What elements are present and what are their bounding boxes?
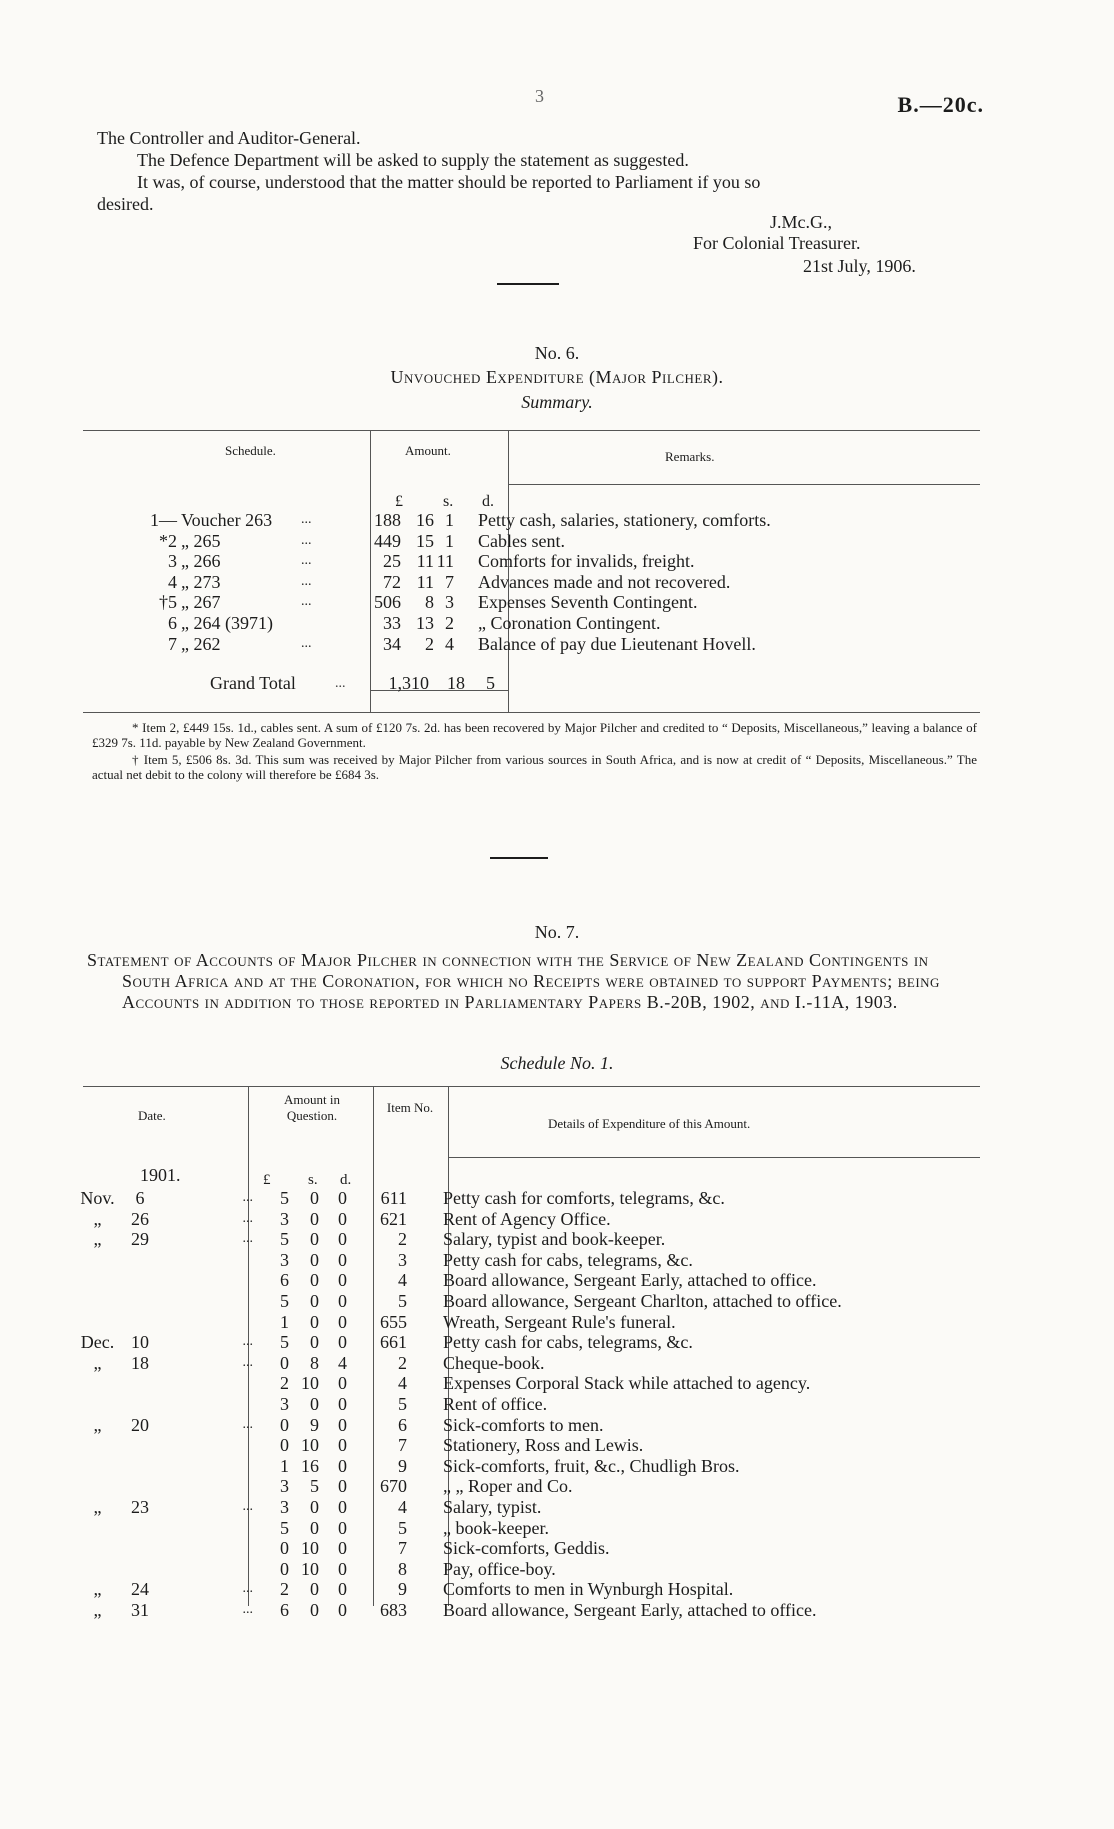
amount-shillings: 9 [310, 1414, 319, 1435]
amount-pence: 7 [445, 571, 454, 592]
leader-dots: ... [301, 532, 312, 548]
amount-pence: 0 [338, 1290, 347, 1311]
leader-dots: ... [301, 635, 312, 651]
expenditure-detail: Cheque-book. [443, 1352, 545, 1373]
table-row [75, 1332, 842, 1353]
amount-pounds: 2 [280, 1373, 289, 1394]
amount-shillings: 0 [310, 1229, 319, 1250]
date-month [75, 1538, 120, 1559]
letter-line-2-cont: desired. [97, 194, 154, 214]
expenditure-detail: Expenses Corporal Stack while attached to agency. [443, 1373, 811, 1394]
amount-pence: 0 [338, 1229, 347, 1250]
date-day [120, 1435, 160, 1456]
schedule-table [75, 1188, 842, 1620]
leader-dots: ... [242, 1334, 253, 1350]
voucher-label: „ 273 [181, 571, 221, 592]
amount-shillings: 0 [310, 1579, 319, 1600]
amount-pence: 0 [338, 1393, 347, 1414]
amount-shillings: 0 [310, 1270, 319, 1291]
amount-shillings: 16 [416, 510, 434, 530]
amount-pounds: 3 [280, 1249, 289, 1270]
amount-pence: 0 [338, 1311, 347, 1332]
expenditure-detail: Sick-comforts, fruit, &c., Chudligh Bros. [443, 1455, 740, 1476]
schedule-number: †5 [159, 592, 177, 613]
unit-pence: d. [340, 1172, 352, 1188]
date-month: Nov. [80, 1188, 115, 1208]
amount-shillings: 13 [416, 612, 434, 633]
item-number: 621 [380, 1208, 407, 1229]
table-row [75, 1415, 842, 1436]
table-top-rule [83, 1086, 980, 1087]
item-number: 655 [380, 1311, 407, 1332]
date-month [75, 1373, 120, 1394]
expenditure-detail: Salary, typist and book-keeper. [443, 1229, 666, 1250]
item-number: 7 [398, 1435, 407, 1456]
leader-dots [160, 1250, 261, 1271]
expenditure-detail: Pay, office-boy. [443, 1558, 556, 1579]
section-6-subtitle: Summary. [521, 392, 593, 412]
amount-pounds: 1 [280, 1311, 289, 1332]
table-row [75, 1394, 842, 1415]
date-day: 23 [131, 1496, 149, 1517]
amount-shillings: 0 [310, 1599, 319, 1620]
amount-pence: 4 [338, 1352, 347, 1373]
table-row [75, 1538, 842, 1559]
footnote-1: * Item 2, £449 15s. 1d., cables sent. A sum of £120 7s. 2d. has been recovered by Major Pilcher and credited to “ Deposits, Miscellaneous,” leaving a balance of £329 7s. 11d. payable by New Zealand Government. [92, 720, 977, 750]
table-row [150, 531, 771, 552]
section-6-title: Unvouched Expenditure (Major Pilcher). [390, 367, 724, 387]
schedule-number: 6 [168, 612, 177, 633]
date-month [75, 1394, 120, 1415]
voucher-label: Voucher 263 [181, 510, 273, 530]
item-number: 4 [398, 1270, 407, 1291]
table-row [75, 1579, 842, 1600]
amount-pence: 0 [338, 1414, 347, 1435]
date-day: 26 [131, 1208, 149, 1229]
date-month [75, 1270, 120, 1291]
voucher-label: „ 264 (3971) [181, 612, 273, 633]
unit-shillings: s. [443, 493, 454, 510]
table-row [150, 551, 771, 572]
table-row [75, 1188, 842, 1209]
item-number: 2 [398, 1352, 407, 1373]
amount-pence: 0 [338, 1579, 347, 1600]
remarks-header: Remarks. [665, 449, 715, 464]
amount-shillings: 11 [416, 551, 434, 572]
section-divider [490, 857, 548, 859]
item-number: 9 [398, 1579, 407, 1600]
leader-dots [160, 1373, 261, 1394]
footnote-2: † Item 5, £506 8s. 3d. This sum was received by Major Pilcher from various sources in South Africa, and is now at credit of “ Deposits, Miscellaneous.” The actual net debit to the colony will therefore be £684 3s. [92, 752, 977, 782]
amount-pence: 0 [338, 1208, 347, 1229]
amount-pounds: 1 [280, 1455, 289, 1476]
date-header: Date. [138, 1108, 166, 1123]
item-number: 670 [380, 1476, 407, 1497]
amount-pence: 0 [338, 1373, 347, 1394]
voucher-label: „ 265 [181, 530, 221, 551]
voucher-label: „ 262 [181, 633, 221, 654]
expenditure-detail: Sick-comforts to men. [443, 1414, 604, 1435]
letter-addressee: The Controller and Auditor-General. [97, 128, 361, 148]
expenditure-detail: „ „ Roper and Co. [443, 1476, 573, 1497]
item-number: 7 [398, 1538, 407, 1559]
grand-total-shillings: 18 [447, 673, 465, 693]
date-month: „ [93, 1496, 102, 1517]
date-month [75, 1435, 120, 1456]
amount-pence: 0 [338, 1538, 347, 1559]
date-month: „ [93, 1229, 102, 1250]
leader-dots [160, 1559, 261, 1580]
expenditure-detail: Board allowance, Sergeant Early, attached to office. [443, 1270, 817, 1291]
leader-dots [160, 1476, 261, 1497]
item-number: 4 [398, 1373, 407, 1394]
grand-total-pounds: 1,310 [388, 673, 429, 693]
leader-dots: ... [242, 1601, 253, 1617]
amount-shillings: 10 [301, 1435, 319, 1456]
summary-table [150, 510, 771, 654]
amount-shillings: 16 [301, 1455, 319, 1476]
unit-shillings: s. [308, 1172, 318, 1188]
item-number: 3 [398, 1249, 407, 1270]
amount-pounds: 0 [280, 1414, 289, 1435]
amount-pence: 0 [338, 1249, 347, 1270]
item-number: 5 [398, 1290, 407, 1311]
date-month: „ [93, 1599, 102, 1620]
amount-pounds: 6 [280, 1270, 289, 1291]
date-month: „ [93, 1352, 102, 1373]
leader-dots [160, 1435, 261, 1456]
schedule-header: Schedule. [225, 443, 276, 458]
leader-dots [160, 1270, 261, 1291]
amount-pounds: 3 [280, 1496, 289, 1517]
date-month: „ [93, 1579, 102, 1600]
amount-pence: 0 [338, 1599, 347, 1620]
amount-pence: 0 [338, 1270, 347, 1291]
date-day [120, 1559, 160, 1580]
item-number: 661 [380, 1332, 407, 1353]
section-divider [497, 283, 559, 285]
header-rule [448, 1157, 980, 1158]
amount-shillings: 0 [310, 1208, 319, 1229]
date-month [75, 1559, 120, 1580]
amount-pounds: 0 [280, 1435, 289, 1456]
leader-dots [301, 613, 351, 634]
leader-dots: ... [301, 512, 312, 527]
table-row [75, 1600, 842, 1621]
expenditure-detail: Sick-comforts, Geddis. [443, 1538, 610, 1559]
leader-dots: ... [301, 594, 312, 610]
date-day [120, 1291, 160, 1312]
amount-pounds: 3 [280, 1393, 289, 1414]
amount-pounds: 188 [374, 510, 401, 530]
amount-pounds: 34 [383, 633, 401, 654]
table-row [75, 1229, 842, 1250]
leader-dots [160, 1394, 261, 1415]
amount-shillings: 15 [416, 530, 434, 551]
remark-text: Comforts for invalids, freight. [478, 551, 695, 572]
table-row [75, 1291, 842, 1312]
amount-shillings: 0 [310, 1496, 319, 1517]
date-day [120, 1518, 160, 1539]
date-day: 6 [135, 1188, 145, 1208]
table-row [150, 613, 771, 634]
amount-shillings: 10 [301, 1538, 319, 1559]
leader-dots [160, 1291, 261, 1312]
date-day [120, 1394, 160, 1415]
item-number: 2 [398, 1229, 407, 1250]
letter-line-2: It was, of course, understood that the matter should be reported to Parliament if you so [137, 172, 761, 192]
table-top-rule [83, 430, 980, 431]
expenditure-detail: Board allowance, Sergeant Charlton, attached to office. [443, 1290, 842, 1311]
amount-pounds: 72 [383, 571, 401, 592]
table-row [75, 1373, 842, 1394]
grand-total-label: Grand Total [210, 673, 296, 693]
amount-header: Amount in Question. [284, 1092, 340, 1123]
remark-text: Petty cash, salaries, stationery, comforts. [478, 510, 771, 530]
voucher-label: „ 267 [181, 592, 221, 613]
unit-pounds: £ [263, 1172, 271, 1188]
date-month [75, 1312, 120, 1333]
amount-shillings: 11 [416, 571, 434, 592]
letter-line-1: The Defence Department will be asked to supply the statement as suggested. [137, 150, 689, 170]
leader-dots: ... [301, 553, 312, 569]
table-bottom-rule [83, 712, 980, 713]
remark-text: Advances made and not recovered. [478, 571, 731, 592]
unit-pence: d. [482, 493, 494, 510]
expenditure-detail: Stationery, Ross and Lewis. [443, 1435, 644, 1456]
item-number: 5 [398, 1517, 407, 1538]
amount-pounds: 0 [280, 1558, 289, 1579]
amount-pounds: 3 [280, 1208, 289, 1229]
grand-total-pence: 5 [486, 673, 495, 693]
date-day [120, 1476, 160, 1497]
amount-shillings: 0 [310, 1188, 319, 1208]
amount-pence: 0 [338, 1496, 347, 1517]
remark-text: Cables sent. [478, 530, 565, 551]
section-7-statement [87, 950, 977, 1013]
date-day: 20 [131, 1414, 149, 1435]
schedule-number: 3 [168, 551, 177, 572]
table-row [75, 1270, 842, 1291]
amount-pounds: 2 [280, 1579, 289, 1600]
expenditure-detail: Comforts to men in Wynburgh Hospital. [443, 1579, 734, 1600]
leader-dots [160, 1312, 261, 1333]
remark-text: Balance of pay due Lieutenant Hovell. [478, 633, 756, 654]
amount-pounds: 449 [374, 530, 401, 551]
schedule-number: 7 [168, 633, 177, 654]
section-7-number: No. 7. [534, 922, 580, 942]
letter-date: 21st July, 1906. [803, 256, 916, 276]
date-day [120, 1456, 160, 1477]
date-month [75, 1250, 120, 1271]
date-day: 29 [131, 1229, 149, 1250]
expenditure-detail: Wreath, Sergeant Rule's funeral. [443, 1311, 676, 1332]
amount-pounds: 5 [280, 1332, 289, 1353]
leader-dots: ... [242, 1190, 253, 1205]
table-row [150, 592, 771, 613]
amount-pounds: 506 [374, 592, 401, 613]
unit-pounds: £ [395, 493, 403, 510]
table-row [75, 1497, 842, 1518]
amount-pence: 0 [338, 1188, 347, 1208]
table-row [150, 572, 771, 593]
table-row [150, 634, 771, 655]
leader-dots [160, 1518, 261, 1539]
amount-pounds: 5 [280, 1517, 289, 1538]
leader-dots: ... [242, 1354, 253, 1370]
amount-pence: 3 [445, 592, 454, 613]
amount-pence: 0 [338, 1435, 347, 1456]
table-row [75, 1476, 842, 1497]
item-number: 8 [398, 1558, 407, 1579]
letter-signature-title: For Colonial Treasurer. [693, 233, 861, 253]
amount-shillings: 8 [425, 592, 434, 613]
amount-pounds: 5 [280, 1229, 289, 1250]
table-row [75, 1518, 842, 1539]
details-header: Details of Expenditure of this Amount. [548, 1116, 751, 1131]
schedule-number: 4 [168, 571, 177, 592]
remark-text: Expenses Seventh Contingent. [478, 592, 698, 613]
expenditure-detail: Board allowance, Sergeant Early, attached to office. [443, 1599, 817, 1620]
date-day: 18 [131, 1352, 149, 1373]
date-month: Dec. [80, 1332, 115, 1353]
table-row [75, 1209, 842, 1230]
date-day: 24 [131, 1579, 149, 1600]
amount-pence: 0 [338, 1332, 347, 1353]
amount-pence: 11 [436, 551, 454, 572]
expenditure-detail: Petty cash for cabs, telegrams, &c. [443, 1332, 693, 1353]
date-month [75, 1291, 120, 1312]
amount-shillings: 5 [310, 1476, 319, 1497]
amount-pounds: 25 [383, 551, 401, 572]
page-reference: B.—20c. [897, 92, 984, 117]
amount-pounds: 5 [280, 1290, 289, 1311]
expenditure-detail: Rent of Agency Office. [443, 1208, 611, 1229]
amount-pence: 0 [338, 1476, 347, 1497]
amount-pounds: 0 [280, 1538, 289, 1559]
table-row [150, 510, 771, 531]
amount-shillings: 0 [310, 1517, 319, 1538]
item-number: 5 [398, 1393, 407, 1414]
leader-dots: ... [301, 573, 312, 589]
amount-pence: 1 [445, 510, 454, 530]
amount-shillings: 10 [301, 1373, 319, 1394]
table-row [75, 1559, 842, 1580]
expenditure-detail: Rent of office. [443, 1393, 548, 1414]
remark-text: „ Coronation Contingent. [478, 612, 661, 633]
amount-shillings: 2 [425, 633, 434, 654]
amount-shillings: 0 [310, 1332, 319, 1353]
voucher-label: „ 266 [181, 551, 221, 572]
amount-pounds: 0 [280, 1352, 289, 1373]
leader-dots: ... [242, 1416, 253, 1432]
table-row [75, 1312, 842, 1333]
amount-shillings: 0 [310, 1311, 319, 1332]
date-day [120, 1250, 160, 1271]
date-month [75, 1518, 120, 1539]
amount-pence: 1 [445, 530, 454, 551]
amount-shillings: 0 [310, 1290, 319, 1311]
date-day [120, 1270, 160, 1291]
leader-dots: ... [242, 1210, 253, 1226]
section-6-number: No. 6. [534, 343, 580, 363]
amount-pence: 2 [445, 612, 454, 633]
letter-signature: J.Mc.G., [770, 212, 832, 232]
amount-header: Amount. [405, 443, 451, 458]
date-day: 31 [131, 1599, 149, 1620]
expenditure-detail: Petty cash for comforts, telegrams, &c. [443, 1188, 725, 1208]
amount-pounds: 33 [383, 612, 401, 633]
table-row [75, 1353, 842, 1374]
table-row [75, 1250, 842, 1271]
item-number: 683 [380, 1599, 407, 1620]
amount-shillings: 0 [310, 1249, 319, 1270]
leader-dots [160, 1456, 261, 1477]
schedule-number: *2 [159, 530, 177, 551]
grand-total-dots: ... [335, 676, 346, 691]
date-day: 10 [131, 1332, 149, 1353]
expenditure-detail: Petty cash for cabs, telegrams, &c. [443, 1249, 693, 1270]
amount-pence: 0 [338, 1517, 347, 1538]
amount-shillings: 10 [301, 1558, 319, 1579]
item-header: Item No. [386, 1100, 434, 1115]
amount-pence: 0 [338, 1558, 347, 1579]
page-number: 3 [535, 86, 544, 106]
section-7-statement-text: Statement of Accounts of Major Pilcher in connection with the Service of New Zealand Contingents in South Africa and at the Coronation, for which no Receipts were obtained to support Payments; being Accounts in addition to those reported in Parliamentary Papers B.-20B, 1902, and I.-11A, 1903. [87, 950, 940, 1012]
expenditure-detail: Salary, typist. [443, 1496, 542, 1517]
amount-pence: 4 [445, 633, 454, 654]
amount-pounds: 3 [280, 1476, 289, 1497]
date-month [75, 1456, 120, 1477]
date-day [120, 1312, 160, 1333]
amount-pounds: 5 [280, 1188, 289, 1208]
date-month [75, 1476, 120, 1497]
item-number: 4 [398, 1496, 407, 1517]
date-month: „ [93, 1208, 102, 1229]
date-day [120, 1538, 160, 1559]
table-row [75, 1456, 842, 1477]
expenditure-detail: „ book-keeper. [443, 1517, 549, 1538]
item-number: 6 [398, 1414, 407, 1435]
item-number: 611 [380, 1188, 407, 1208]
amount-shillings: 8 [310, 1352, 319, 1373]
amount-shillings: 0 [310, 1393, 319, 1414]
item-number: 9 [398, 1455, 407, 1476]
leader-dots: ... [242, 1498, 253, 1514]
table-row [75, 1435, 842, 1456]
leader-dots [160, 1538, 261, 1559]
amount-pence: 0 [338, 1455, 347, 1476]
amount-pounds: 6 [280, 1599, 289, 1620]
leader-dots: ... [242, 1581, 253, 1597]
leader-dots: ... [242, 1231, 253, 1247]
date-month: „ [93, 1414, 102, 1435]
schedule-number: 1— [150, 510, 177, 530]
year-label: 1901. [140, 1165, 181, 1185]
header-rule [508, 484, 980, 485]
schedule-title: Schedule No. 1. [500, 1053, 614, 1073]
date-day [120, 1373, 160, 1394]
